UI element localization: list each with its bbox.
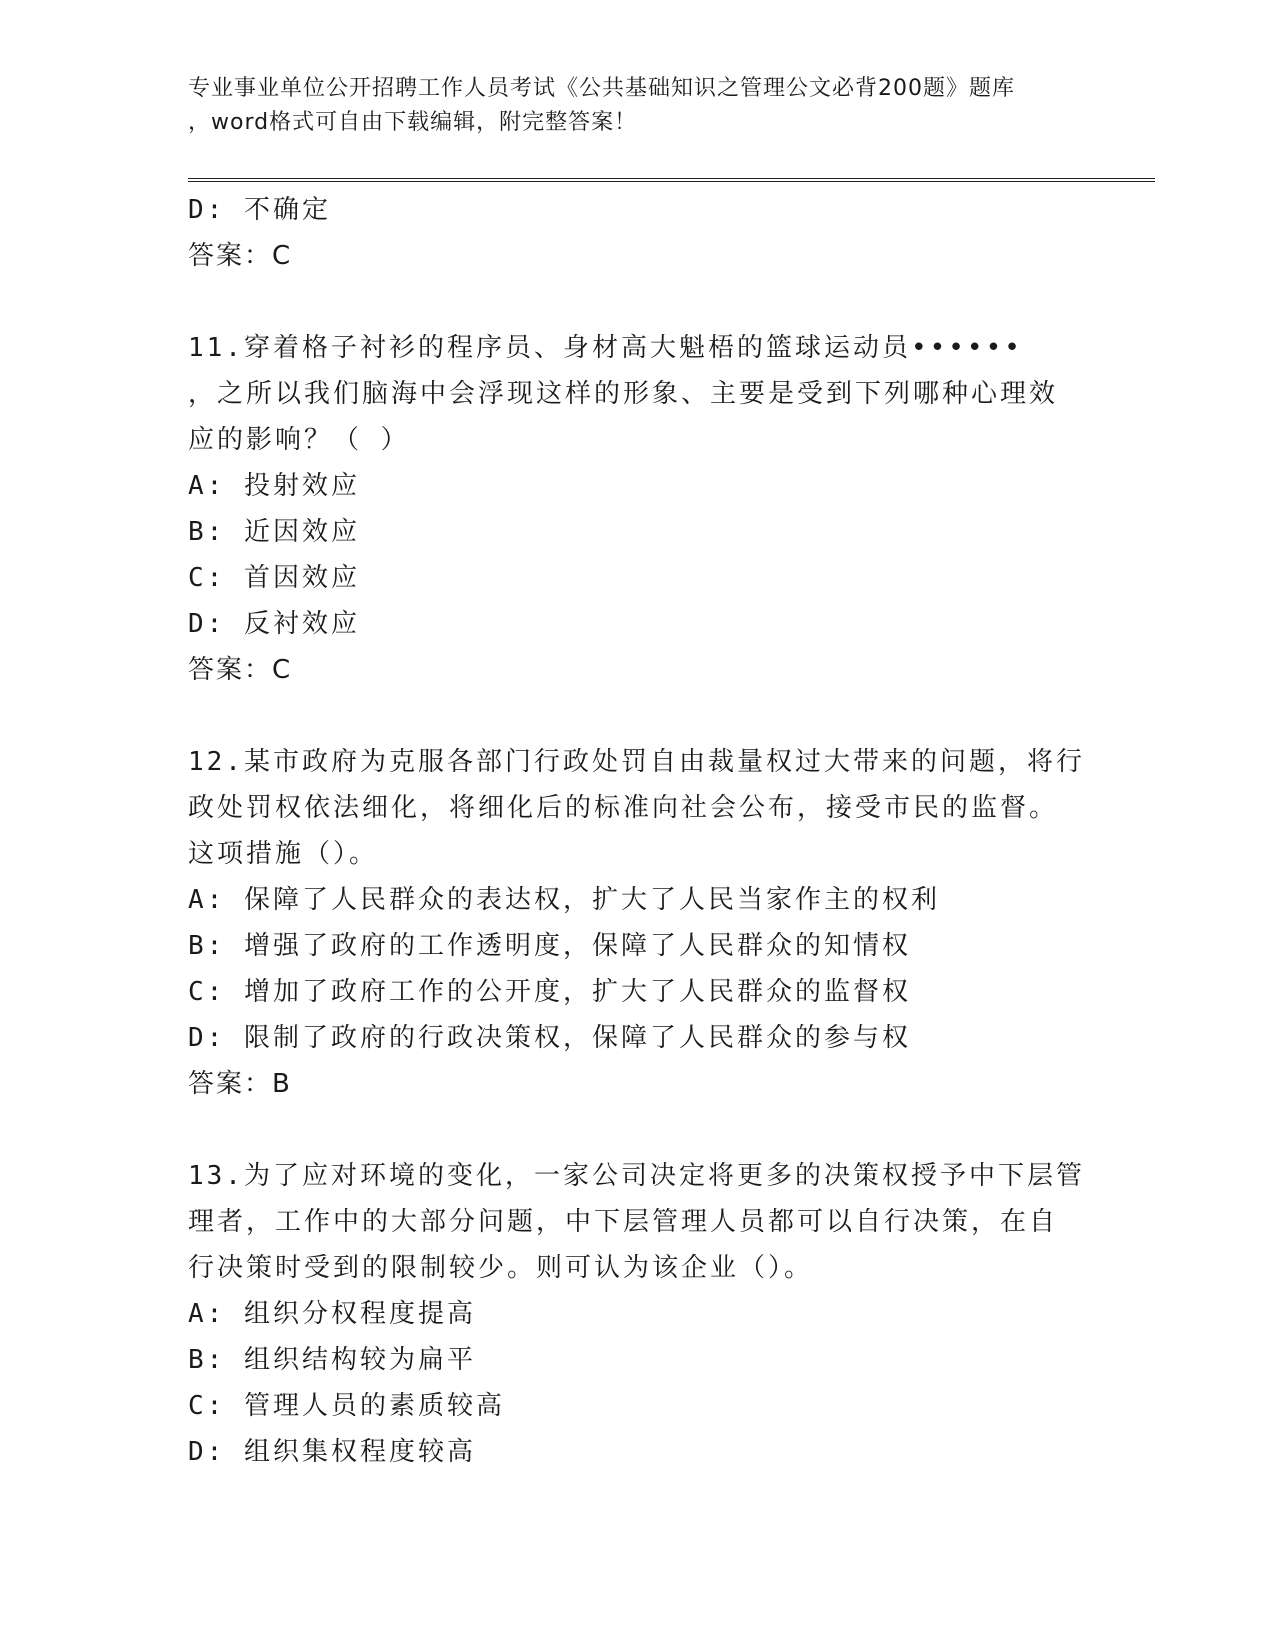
option-c: C: 首因效应: [188, 563, 360, 593]
page-header: [188, 72, 1088, 140]
option-c: C: 增加了政府工作的公开度，扩大了人民群众的监督权: [188, 977, 911, 1007]
option-d: D: 反衬效应: [188, 609, 360, 639]
option-c: C: 管理人员的素质较高: [188, 1391, 505, 1421]
question-13: [188, 1153, 1088, 1475]
option-d: D: 不确定: [188, 195, 331, 225]
question-text-line: 12.某市政府为克服各部门行政处罚自由裁量权过大带来的问题，将行: [188, 747, 1085, 777]
question-text-line: 应的影响？（ ）: [188, 425, 410, 455]
question-11: [188, 325, 1088, 693]
option-a: A: 投射效应: [188, 471, 360, 501]
question-text-line: 行决策时受到的限制较少。则可认为该企业（）。: [188, 1253, 814, 1283]
answer-line: 答案：B: [188, 1069, 292, 1099]
question-text-line: 理者，工作中的大部分问题，中下层管理人员都可以自行决策，在自: [188, 1207, 1059, 1237]
question-text-line: 这项措施（）。: [188, 839, 379, 869]
document-body: [188, 187, 1088, 1475]
option-a: A: 保障了人民群众的表达权，扩大了人民当家作主的权利: [188, 885, 940, 915]
option-d: D: 限制了政府的行政决策权，保障了人民群众的参与权: [188, 1023, 911, 1053]
header-title-line-2: ，word格式可自由下载编辑，附完整答案！: [188, 110, 638, 135]
question-text-line: 11.穿着格子衬衫的程序员、身材高大魁梧的篮球运动员••••••: [188, 333, 1023, 363]
option-a: A: 组织分权程度提高: [188, 1299, 476, 1329]
answer-line: 答案：C: [188, 241, 293, 271]
option-d: D: 组织集权程度较高: [188, 1437, 476, 1467]
question-text-line: ，之所以我们脑海中会浮现这样的形象、主要是受到下列哪种心理效: [188, 379, 1059, 409]
option-b: B: 增强了政府的工作透明度，保障了人民群众的知情权: [188, 931, 911, 961]
answer-line: 答案：C: [188, 655, 293, 685]
question-12: [188, 739, 1088, 1107]
header-title-line-1: 专业事业单位公开招聘工作人员考试《公共基础知识之管理公文必背200题》题库: [188, 76, 1015, 101]
question-text-line: 13.为了应对环境的变化，一家公司决定将更多的决策权授予中下层管: [188, 1161, 1085, 1191]
option-b: B: 组织结构较为扁平: [188, 1345, 476, 1375]
question-text-line: 政处罚权依法细化，将细化后的标准向社会公布，接受市民的监督。: [188, 793, 1059, 823]
option-b: B: 近因效应: [188, 517, 360, 547]
header-divider: [188, 178, 1155, 182]
